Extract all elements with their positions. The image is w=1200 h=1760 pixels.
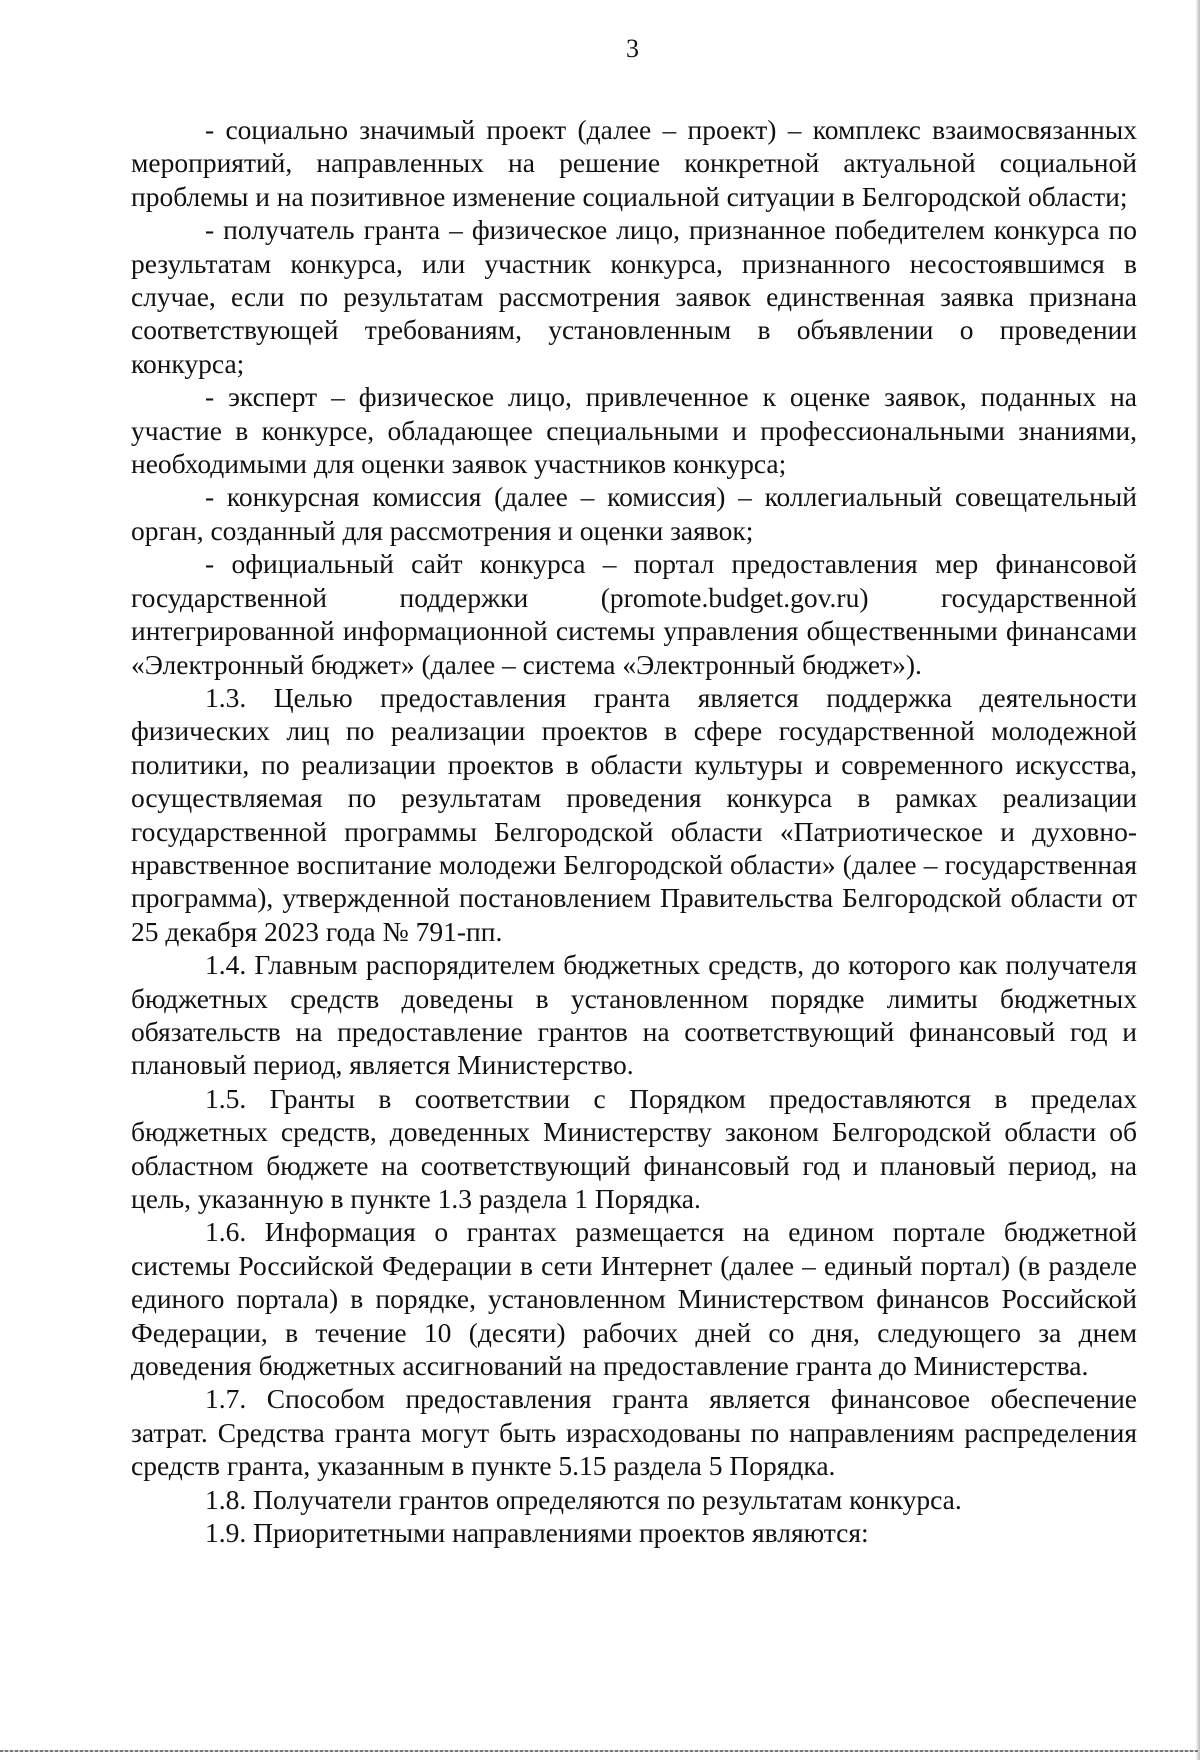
page-number: 3: [626, 34, 639, 63]
paragraph-1-3: 1.3. Целью предоставления гранта является поддержка деятельности физических лиц по реализации проектов в сфере государственной молодежной политики, по реализации проектов в области культуры и современного искусства, осуществляемая по результатам проведения конкурса в рамках реализации государственной программы Белгородской области «Патриотическое и духовно-нравственное воспитание молодежи Белгородской области» (далее – государственная программа), утвержденной постановлением Правительства Белгородской области от 25 декабря 2023 года № 791-пп.: [131, 681, 1137, 947]
paragraph-1-8: 1.8. Получатели грантов определяются по результатам конкурса.: [205, 1483, 962, 1515]
paragraph-1-4: 1.4. Главным распорядителем бюджетных средств, до которого как получателя бюджетных средств доведены в установленном порядке лимиты бюджетных обязательств на предоставление грантов на соответствующий финансовый год и плановый период, является Министерство.: [131, 949, 1137, 1081]
document-body: [131, 113, 1137, 1549]
paragraph-1-5: 1.5. Гранты в соответствии с Порядком предоставляются в пределах бюджетных средств, доведенных Министерству законом Белгородской области об областном бюджете на соответствующий финансовый год и плановый период, на цель, указанную в пункте 1.3 раздела 1 Порядка.: [131, 1082, 1137, 1214]
paragraph-1-7: 1.7. Способом предоставления гранта является финансовое обеспечение затрат. Средства гранта могут быть израсходованы по направлениям распределения средств гранта, указанным в пункте 5.15 раздела 5 Порядка.: [131, 1383, 1137, 1482]
paragraph-official-site-definition: - официальный сайт конкурса – портал предоставления мер финансовой государственной поддержки (promote.budget.gov.ru) государственной интегрированной информационной системы управления общественными финансами «Электронный бюджет» (далее – система «Электронный бюджет»).: [131, 548, 1137, 680]
paragraph-grant-recipient-definition: - получатель гранта – физическое лицо, признанное победителем конкурса по результатам конкурса, или участник конкурса, признанного несостоявшимся в случае, если по результатам рассмотрения заявок единственная заявка признана соответствующей требованиям, установленным в объявлении о проведении конкурса;: [131, 214, 1137, 379]
scan-bottom-edge: [0, 1750, 1200, 1752]
paragraph-social-project-definition: - социально значимый проект (далее – проект) – комплекс взаимосвязанных мероприятий, направленных на решение конкретной актуальной социальной проблемы и на позитивное изменение социальной ситуации в Белгородской области;: [131, 114, 1137, 212]
paragraph-expert-definition: - эксперт – физическое лицо, привлеченное к оценке заявок, поданных на участие в конкурсе, обладающее специальными и профессиональными знаниями, необходимыми для оценки заявок участников конкурса;: [131, 381, 1137, 480]
scan-right-edge: [1196, 0, 1200, 1760]
paragraph-1-9: 1.9. Приоритетными направлениями проектов являются:: [205, 1517, 869, 1549]
paragraph-commission-definition: - конкурсная комиссия (далее – комиссия) – коллегиальный совещательный орган, созданный для рассмотрения и оценки заявок;: [131, 481, 1137, 546]
paragraph-1-6: 1.6. Информация о грантах размещается на едином портале бюджетной системы Российской Федерации в сети Интернет (далее – единый портал) (в разделе единого портала) в порядке, установленном Министерством финансов Российской Федерации, в течение 10 (десяти) рабочих дней со дня, следующего за днем доведения бюджетных ассигнований на предоставление гранта до Министерства.: [131, 1216, 1137, 1382]
